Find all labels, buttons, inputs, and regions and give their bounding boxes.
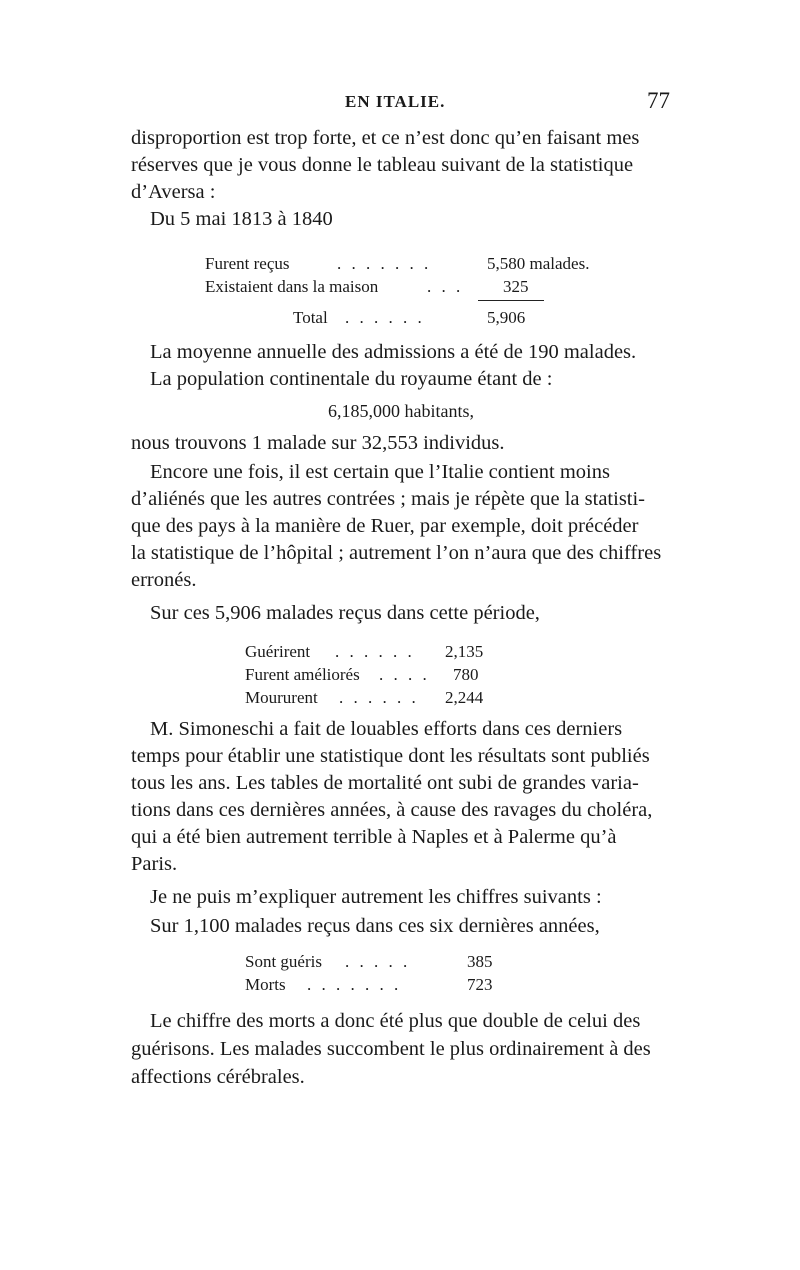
paragraph-line: d’aliénés que les autres contrées ; mais je répète que la statisti-	[131, 488, 646, 510]
paragraph-line: la statistique de l’hôpital ; autrement l’on n’aura que des chiffres	[131, 542, 662, 564]
row-label: Furent améliorés	[245, 665, 360, 684]
table-row	[245, 640, 545, 663]
row-leader-dots: . . .	[427, 277, 464, 296]
row-value: 385	[467, 952, 493, 971]
paragraph-line: tions dans ces dernières années, à cause des ravages du choléra,	[131, 799, 653, 821]
row-label: Guérirent	[245, 642, 311, 661]
table-row	[245, 686, 545, 709]
paragraph-line: d’Aversa :	[131, 181, 216, 203]
row-label: Furent reçus	[205, 254, 290, 273]
paragraph-line: temps pour établir une statistique dont les résultats sont publiés	[131, 745, 650, 767]
table-row	[205, 252, 625, 275]
paragraph-line: Le chiffre des morts a donc été plus que double de celui des	[150, 1010, 641, 1032]
row-leader-dots: . . . . .	[345, 952, 411, 971]
total-row-table	[205, 306, 625, 329]
paragraph-line: tous les ans. Les tables de mortalité ont subi de grandes varia-	[131, 772, 639, 794]
row-leader-dots: . . . . . .	[339, 688, 419, 707]
period-line: Du 5 mai 1813 à 1840	[150, 208, 333, 230]
row-leader-dots: . . . . . .	[335, 642, 415, 661]
sum-rule	[478, 300, 544, 301]
outcomes-table	[245, 640, 545, 709]
paragraph-line: affections cérébrales.	[131, 1066, 305, 1088]
table-row	[245, 973, 545, 996]
paragraph-line: Paris.	[131, 853, 178, 875]
population-line: 6,185,000 habitants,	[328, 401, 474, 421]
row-value: 2,244	[445, 688, 484, 707]
running-header	[130, 88, 670, 118]
paragraph-line: La moyenne annuelle des admissions a été de 190 malades.	[150, 341, 637, 363]
row-label: Moururent	[245, 688, 318, 707]
paragraph-line: erronés.	[131, 569, 197, 591]
paragraph-line: réserves que je vous donne le tableau suivant de la statistique	[131, 154, 634, 176]
row-label: Existaient dans la maison	[205, 277, 379, 296]
paragraph-line: M. Simoneschi a fait de louables efforts dans ces derniers	[150, 718, 623, 740]
paragraph-line: Sur ces 5,906 malades reçus dans cette période,	[150, 602, 540, 624]
paragraph-line: Je ne puis m’expliquer autrement les chiffres suivants :	[150, 886, 602, 908]
row-value: 325	[503, 277, 529, 296]
table-row	[245, 663, 545, 686]
running-title: EN ITALIE.	[345, 92, 446, 111]
recent-outcomes-table	[245, 950, 545, 996]
paragraph-line: qui a été bien autrement terrible à Naples et à Palerme qu’à	[131, 826, 617, 848]
row-value: 2,135	[445, 642, 484, 661]
row-leader-dots: . . . . . .	[345, 308, 425, 327]
paragraph-line: guérisons. Les malades succombent le plus ordinairement à des	[131, 1038, 651, 1060]
row-leader-dots: . . . . . . .	[337, 254, 432, 273]
row-value: 5,580 malades.	[487, 254, 590, 273]
admissions-table	[205, 252, 625, 298]
row-value: 5,906	[487, 308, 526, 327]
page-number: 77	[647, 88, 670, 113]
paragraph-line: disproportion est trop forte, et ce n’est donc qu’en faisant mes	[131, 127, 640, 149]
row-leader-dots: . . . .	[379, 665, 430, 684]
row-value: 780	[453, 665, 479, 684]
table-row	[205, 306, 625, 329]
row-leader-dots: . . . . . . .	[307, 975, 402, 994]
paragraph-line: nous trouvons 1 malade sur 32,553 individus.	[131, 432, 505, 454]
row-label: Sont guéris	[245, 952, 322, 971]
row-label: Morts	[245, 975, 286, 994]
paragraph-line: Sur 1,100 malades reçus dans ces six dernières années,	[150, 915, 600, 937]
table-row	[205, 275, 625, 298]
paragraph-line: que des pays à la manière de Ruer, par exemple, doit précéder	[131, 515, 639, 537]
row-label: Total	[293, 308, 328, 327]
table-row	[245, 950, 545, 973]
row-value: 723	[467, 975, 493, 994]
paragraph-line: La population continentale du royaume étant de :	[150, 368, 553, 390]
paragraph-line: Encore une fois, il est certain que l’Italie contient moins	[150, 461, 610, 483]
